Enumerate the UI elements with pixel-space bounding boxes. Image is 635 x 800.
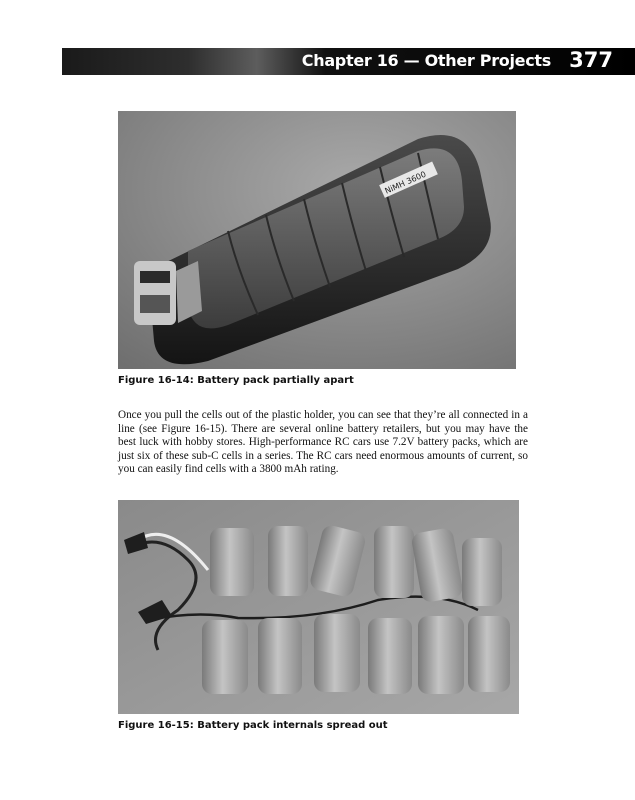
battery-cells-image: [118, 500, 519, 714]
figure-16-15-photo: [118, 500, 519, 714]
figure-16-14-caption-text: Battery pack partially apart: [197, 375, 354, 386]
figure-16-14-caption: [118, 375, 354, 386]
cell-label-text: NiMH 3600: [383, 169, 428, 196]
body-paragraph: Once you pull the cells out of the plastic holder, you can see that they’re all connected in a line (see Figure 16-15). There are several online battery retailers, but you may have the best luck with hobby stores. High-performance RC cars use 7.2V battery packs, which are just six of these sub-C cells in a series. The RC cars need enormous amounts of current, so you can easily find cells with a 3800 mAh rating.: [118, 409, 528, 476]
chapter-header-bar: [62, 48, 635, 75]
figure-16-14-photo: [118, 111, 516, 369]
page-number: 377: [569, 48, 613, 72]
figure-16-15-caption: [118, 720, 388, 731]
figure-16-15-caption-text: Battery pack internals spread out: [197, 720, 388, 731]
figure-16-15-label: Figure 16-15:: [118, 720, 194, 731]
figure-16-14-label: Figure 16-14:: [118, 375, 194, 386]
battery-pack-image: [118, 111, 516, 369]
chapter-title: Chapter 16 — Other Projects: [301, 51, 551, 70]
